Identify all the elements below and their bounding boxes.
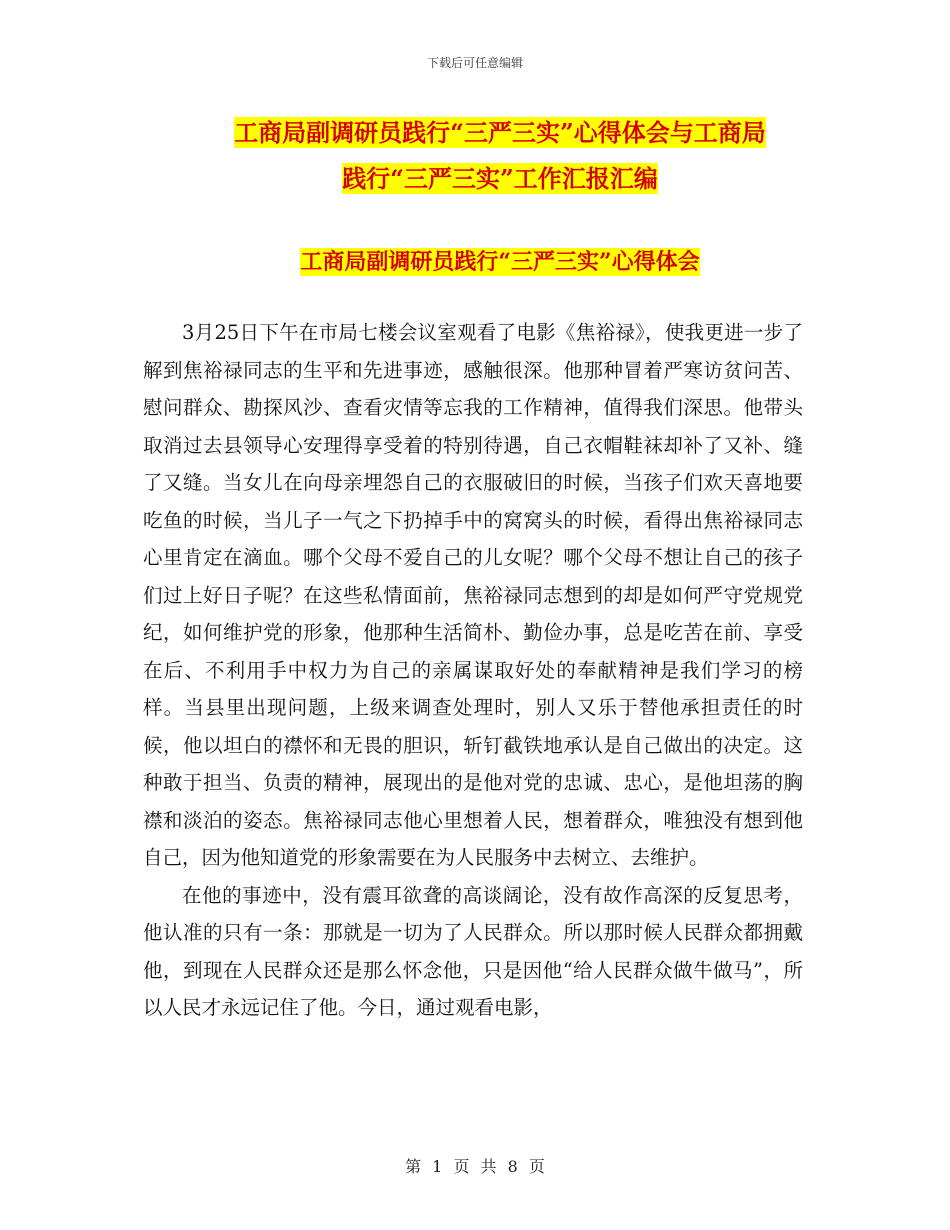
paragraph-1: 3月25日下午在市局七楼会议室观看了电影《焦裕禄》，使我更进一步了解到焦裕禄同志的生平和先进事迹，感触很深。他那种冒着严寒访贫问苦、慰问群众、勘探风沙、查看灾情等忘我的工作精神，值得我们深思。他带头取消过去县领导心安理得享受着的特别待遇，自己衣帽鞋袜却补了又补、缝了又缝。当女儿在向母亲埋怨自己的衣服破旧的时候，当孩子们欢天喜地要吃鱼的时候，当儿子一气之下扔掉手中的窝窝头的时候，看得出焦裕禄同志心里肯定在滴血。哪个父母不爱自己的儿女呢？哪个父母不想让自己的孩子们过上好日子呢？在这些私情面前，焦裕禄同志想到的却是如何严守党规党纪，如何维护党的形象，他那种生活简朴、勤俭办事，总是吃苦在前、享受在后、不利用手中权力为自己的亲属谋取好处的奉献精神是我们学习的榜样。当县里出现问题，上级来调查处理时，别人又乐于替他承担责任的时候，他以坦白的襟怀和无畏的胆识，斩钉截铁地承认是自己做出的决定。这种敢于担当、负责的精神，展现出的是他对党的忠诚、忠心，是他坦荡的胸襟和淡泊的姿态。焦裕禄同志他心里想着人民，想着群众，唯独没有想到他自己，因为他知道党的形象需要在为人民服务中去树立、去维护。 xyxy=(143,321,803,869)
header-note: 下载后可任意编辑 xyxy=(426,56,523,70)
page-footer: 第 1 页 共 8 页 xyxy=(405,1157,545,1176)
body-text xyxy=(143,314,803,1027)
paragraph-2: 在他的事迹中，没有震耳欲聋的高谈阔论，没有故作高深的反复思考，他认准的只有一条：那就是一切为了人民群众。所以那时候人民群众都拥戴他，到现在人民群众还是那么怀念他，只是因他“给人民群众做牛做马”，所以人民才永远记住了他。今日，通过观看电影， xyxy=(143,883,803,1019)
document-title xyxy=(140,110,860,202)
section-title xyxy=(140,240,860,284)
section-title-text: 工商局副调研员践行“三严三实”心得体会 xyxy=(300,249,700,275)
title-line-2: 践行“三严三实”工作汇报汇编 xyxy=(342,164,658,193)
title-line-1: 工商局副调研员践行“三严三实”心得体会与工商局 xyxy=(234,118,766,147)
